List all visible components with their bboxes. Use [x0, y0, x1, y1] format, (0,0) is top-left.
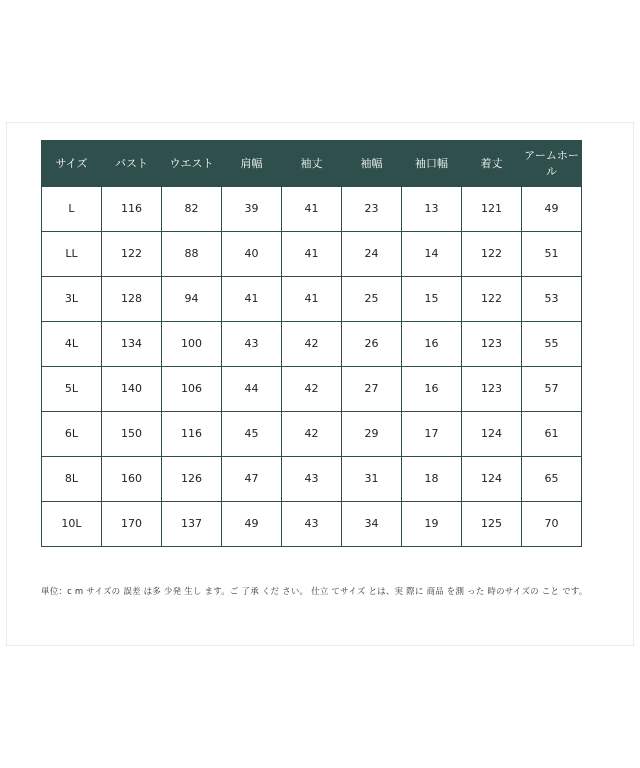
table-cell: 15 — [402, 276, 462, 321]
table-cell: 124 — [462, 411, 522, 456]
table-cell: 42 — [282, 366, 342, 411]
table-cell: 43 — [282, 456, 342, 501]
table-cell: 10L — [42, 501, 102, 546]
table-cell: 13 — [402, 186, 462, 231]
table-cell: 5L — [42, 366, 102, 411]
table-row — [42, 276, 582, 321]
table-cell: 126 — [162, 456, 222, 501]
table-cell: 23 — [342, 186, 402, 231]
table-cell: 128 — [102, 276, 162, 321]
size-chart-table — [41, 140, 582, 547]
table-cell: 16 — [402, 366, 462, 411]
header-shoulder-width: 肩幅 — [222, 140, 282, 186]
table-cell: 25 — [342, 276, 402, 321]
table-cell: 106 — [162, 366, 222, 411]
table-cell: 160 — [102, 456, 162, 501]
table-cell: 17 — [402, 411, 462, 456]
table-header-row — [42, 140, 582, 186]
table-cell: 26 — [342, 321, 402, 366]
header-waist: ウエスト — [162, 140, 222, 186]
table-cell: 88 — [162, 231, 222, 276]
table-cell: 45 — [222, 411, 282, 456]
header-sleeve-width: 袖幅 — [342, 140, 402, 186]
table-cell: 6L — [42, 411, 102, 456]
table-cell: 49 — [222, 501, 282, 546]
table-cell: 150 — [102, 411, 162, 456]
table-cell: 57 — [522, 366, 582, 411]
table-cell: 47 — [222, 456, 282, 501]
table-cell: 82 — [162, 186, 222, 231]
table-cell: 42 — [282, 411, 342, 456]
table-cell: 116 — [162, 411, 222, 456]
table-cell: 122 — [462, 276, 522, 321]
table-row — [42, 321, 582, 366]
table-cell: 125 — [462, 501, 522, 546]
table-cell: 39 — [222, 186, 282, 231]
header-cuff-width: 袖口幅 — [402, 140, 462, 186]
table-cell: 94 — [162, 276, 222, 321]
table-cell: 170 — [102, 501, 162, 546]
table-cell: 8L — [42, 456, 102, 501]
table-cell: 70 — [522, 501, 582, 546]
table-cell: 123 — [462, 321, 522, 366]
table-cell: 16 — [402, 321, 462, 366]
table-cell: 27 — [342, 366, 402, 411]
table-cell: 140 — [102, 366, 162, 411]
table-row — [42, 366, 582, 411]
table-cell: 3L — [42, 276, 102, 321]
table-cell: 24 — [342, 231, 402, 276]
table-cell: 41 — [282, 186, 342, 231]
table-cell: 19 — [402, 501, 462, 546]
table-cell: LL — [42, 231, 102, 276]
table-cell: 134 — [102, 321, 162, 366]
size-note: 単位：c m サイズの 誤差 は多 少発 生し ます。ご 了承 くだ さい。 仕立 てサイズ とは、実 際に 商品 を測 った 時のサイズの こと です。 — [41, 587, 588, 597]
header-armhole: アームホール — [522, 140, 582, 186]
table-row — [42, 456, 582, 501]
table-cell: 42 — [282, 321, 342, 366]
table-cell: 14 — [402, 231, 462, 276]
table-cell: 34 — [342, 501, 402, 546]
table-cell: 53 — [522, 276, 582, 321]
table-cell: 29 — [342, 411, 402, 456]
table-cell: 49 — [522, 186, 582, 231]
header-sleeve-length: 袖丈 — [282, 140, 342, 186]
table-cell: 122 — [102, 231, 162, 276]
table-cell: 116 — [102, 186, 162, 231]
table-cell: 137 — [162, 501, 222, 546]
table-cell: 18 — [402, 456, 462, 501]
table-cell: 43 — [282, 501, 342, 546]
table-cell: 122 — [462, 231, 522, 276]
table-cell: 41 — [282, 276, 342, 321]
table-cell: 40 — [222, 231, 282, 276]
table-cell: 41 — [222, 276, 282, 321]
table-row — [42, 231, 582, 276]
table-row — [42, 186, 582, 231]
table-cell: 124 — [462, 456, 522, 501]
table-row — [42, 411, 582, 456]
table-cell: 100 — [162, 321, 222, 366]
table-cell: 65 — [522, 456, 582, 501]
table-cell: 44 — [222, 366, 282, 411]
table-cell: 55 — [522, 321, 582, 366]
header-length: 着丈 — [462, 140, 522, 186]
table-cell: 41 — [282, 231, 342, 276]
table-cell: 121 — [462, 186, 522, 231]
table-cell: 123 — [462, 366, 522, 411]
table-row — [42, 501, 582, 546]
table-cell: 31 — [342, 456, 402, 501]
table-cell: 51 — [522, 231, 582, 276]
header-bust: バスト — [102, 140, 162, 186]
table-cell: L — [42, 186, 102, 231]
header-size: サイズ — [42, 140, 102, 186]
table-cell: 43 — [222, 321, 282, 366]
table-cell: 61 — [522, 411, 582, 456]
table-cell: 4L — [42, 321, 102, 366]
